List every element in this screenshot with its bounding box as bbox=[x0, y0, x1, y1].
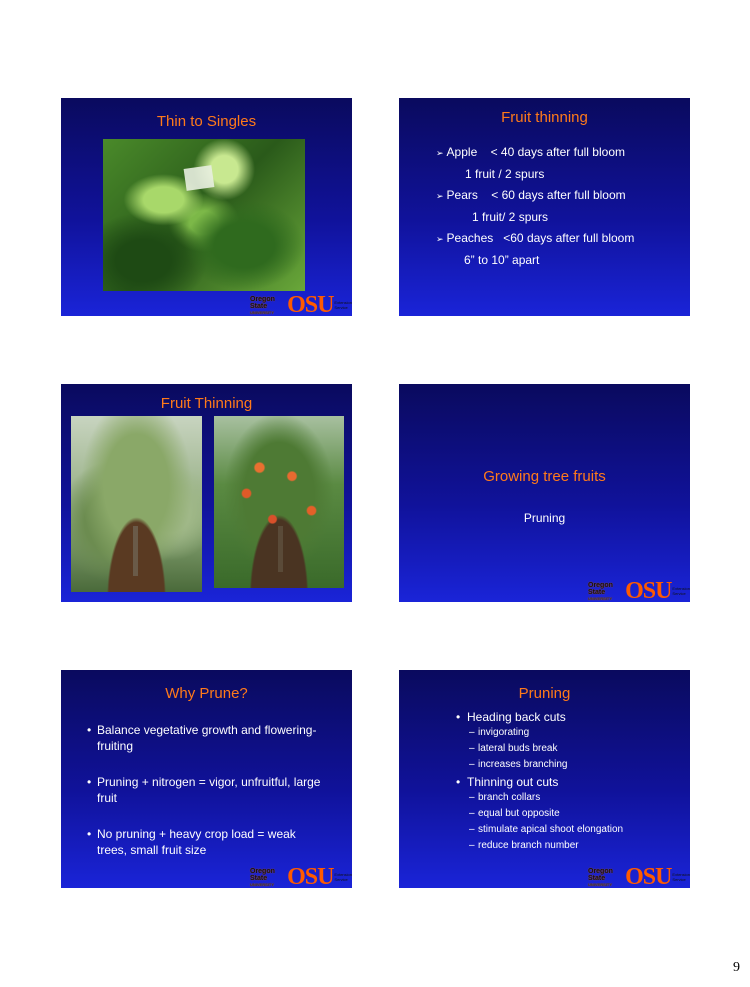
cut-effect-item bbox=[456, 742, 626, 755]
thinning-line-text: 6” to 10” apart bbox=[464, 253, 540, 267]
slide-pruning-cuts bbox=[399, 670, 690, 888]
slide-fruit-thinning-photos bbox=[61, 384, 352, 602]
slide-title: Fruit thinning bbox=[501, 109, 588, 126]
item-text: Heading back cuts bbox=[467, 710, 566, 724]
item-text: equal but opposite bbox=[478, 808, 560, 819]
cut-effect-item bbox=[456, 758, 626, 771]
item-text: branch collars bbox=[478, 792, 541, 803]
tree-photo-after bbox=[214, 416, 344, 588]
arrow-bullet-icon: ➢ bbox=[436, 234, 444, 244]
osu-logo: Oregon State UNIVERSITY OSU Extension Service bbox=[250, 864, 352, 888]
cut-effect-item bbox=[456, 791, 626, 804]
item-text: stimulate apical shoot elongation bbox=[478, 824, 624, 835]
bullet-dot-icon: • bbox=[87, 775, 92, 789]
page-number: 9 bbox=[733, 960, 740, 975]
arrow-bullet-icon: ➢ bbox=[436, 148, 444, 158]
arrow-bullet-icon: ➢ bbox=[436, 191, 444, 201]
cut-type-item bbox=[456, 774, 626, 791]
dash-icon: – bbox=[469, 792, 475, 803]
thinning-line-text: 1 fruit / 2 spurs bbox=[465, 167, 545, 181]
apple-cluster-photo bbox=[103, 139, 305, 291]
thinning-line bbox=[436, 207, 686, 228]
item-text: increases branching bbox=[478, 759, 568, 770]
item-text: lateral buds break bbox=[478, 743, 558, 754]
bullet-dot-icon: • bbox=[87, 827, 92, 841]
tree-trunk bbox=[278, 526, 283, 572]
tree-trunk bbox=[133, 526, 138, 576]
slide-title: Why Prune? bbox=[165, 685, 248, 702]
cut-effect-item bbox=[456, 839, 626, 852]
dash-icon: – bbox=[469, 808, 475, 819]
bullet-dot-icon: • bbox=[456, 775, 461, 789]
cut-effect-item bbox=[456, 823, 626, 836]
dash-icon: – bbox=[469, 727, 475, 738]
dash-icon: – bbox=[469, 824, 475, 835]
thinning-line bbox=[436, 185, 686, 207]
pruning-cuts-list bbox=[456, 709, 626, 855]
label-tag-photo-detail bbox=[184, 165, 215, 191]
reason-item bbox=[87, 826, 327, 858]
dash-icon: – bbox=[469, 743, 475, 754]
bullet-dot-icon: • bbox=[456, 710, 461, 724]
osu-logo: Oregon State UNIVERSITY OSU Extension Service bbox=[588, 578, 690, 602]
slide-title: Pruning bbox=[518, 685, 571, 702]
dash-icon: – bbox=[469, 840, 475, 851]
slide-title: Thin to Singles bbox=[156, 113, 257, 130]
slide-thin-to-singles bbox=[61, 98, 352, 316]
osu-logo: Oregon State UNIVERSITY OSU Extension Service bbox=[250, 292, 352, 316]
reason-item bbox=[87, 722, 327, 754]
tree-photo-before bbox=[71, 416, 202, 592]
slide-growing-tree-fruits bbox=[399, 384, 690, 602]
reason-text: Pruning + nitrogen = vigor, unfruitful, large fruit bbox=[97, 775, 321, 805]
thinning-line-text: Pears < 60 days after full bloom bbox=[446, 188, 626, 202]
cut-effect-item bbox=[456, 726, 626, 739]
section-subtitle: Pruning bbox=[523, 511, 566, 525]
reasons-list bbox=[87, 722, 327, 878]
slide-title: Fruit Thinning bbox=[160, 395, 253, 412]
thinning-line-text: Apple < 40 days after full bloom bbox=[446, 145, 625, 159]
dash-icon: – bbox=[469, 759, 475, 770]
item-text: Thinning out cuts bbox=[467, 775, 559, 789]
thinning-line-text: 1 fruit/ 2 spurs bbox=[472, 210, 549, 224]
bullet-dot-icon: • bbox=[87, 723, 92, 737]
thinning-line bbox=[436, 250, 686, 271]
item-text: invigorating bbox=[478, 727, 530, 738]
section-title: Growing tree fruits bbox=[483, 468, 606, 485]
cut-effect-item bbox=[456, 807, 626, 820]
thinning-line bbox=[436, 228, 686, 250]
reason-text: Balance vegetative growth and flowering-fruiting bbox=[97, 723, 317, 753]
thinning-guidelines-list bbox=[436, 142, 686, 271]
thinning-line bbox=[436, 164, 686, 185]
thinning-line-text: Peaches <60 days after full bloom bbox=[446, 231, 635, 245]
osu-logo: Oregon State UNIVERSITY OSU Extension Service bbox=[588, 864, 690, 888]
slide-fruit-thinning-list bbox=[399, 98, 690, 316]
reason-text: No pruning + heavy crop load = weak trees, small fruit size bbox=[97, 827, 296, 857]
thinning-line bbox=[436, 142, 686, 164]
reason-item bbox=[87, 774, 327, 806]
item-text: reduce branch number bbox=[478, 840, 579, 851]
cut-type-item bbox=[456, 709, 626, 726]
slide-why-prune bbox=[61, 670, 352, 888]
